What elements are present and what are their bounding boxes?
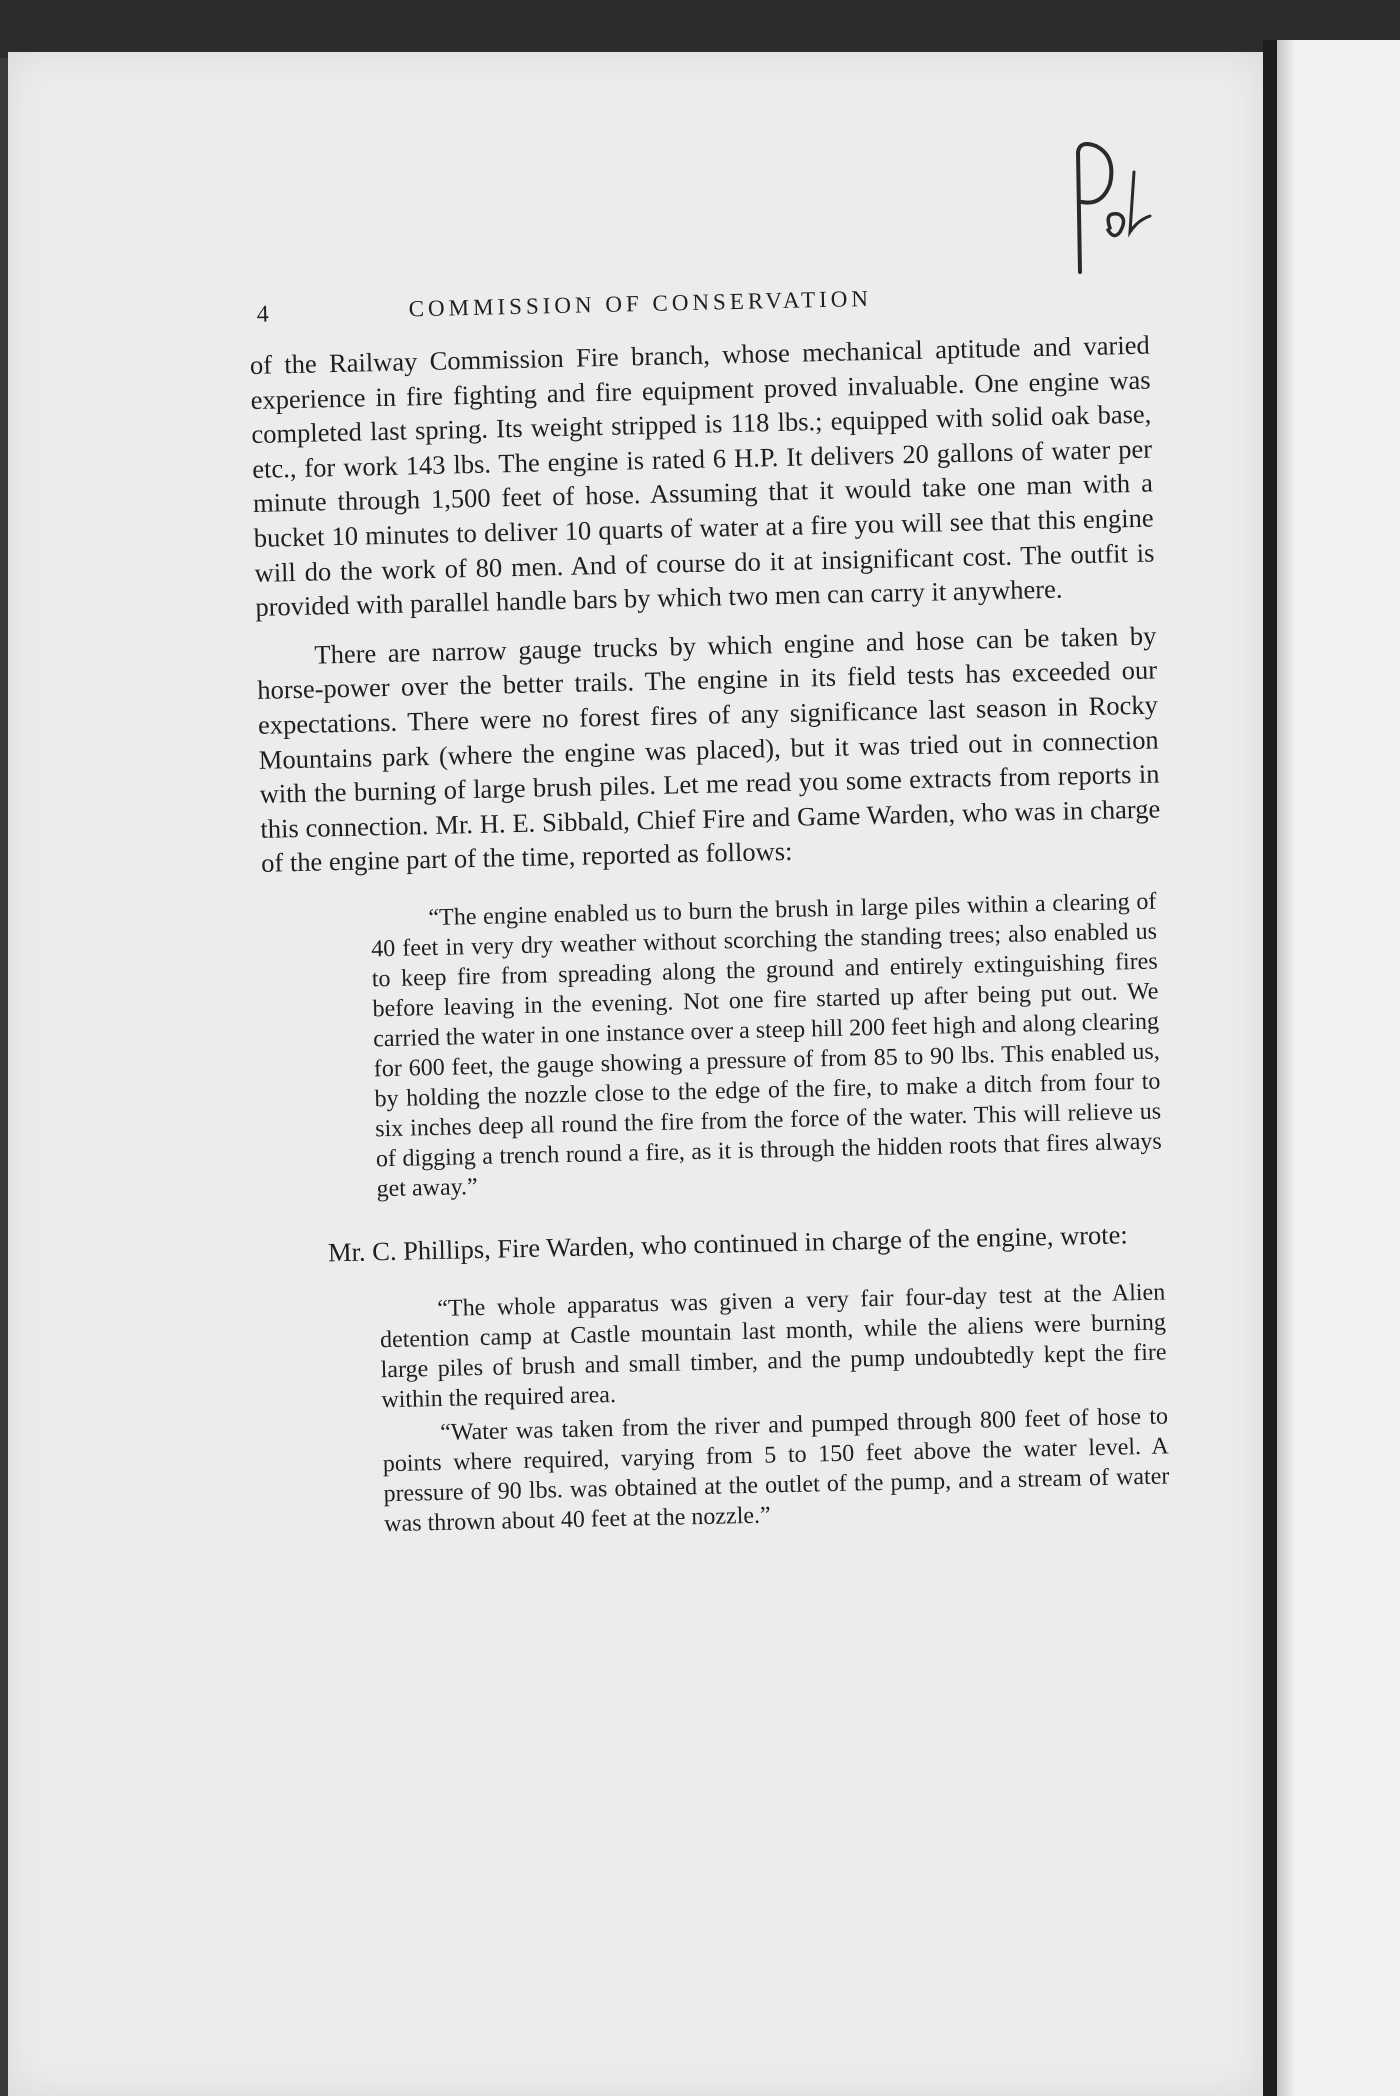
- quote-phillips-water: “Water was taken from the river and pumped through 800 feet of hose to points where required, varying from 5 to 150 feet above the water level. A pressure of 90 lbs. was obtained at the outlet of the pump, and a stream of water was thrown about 40 feet at the nozzle.”: [382, 1402, 1170, 1537]
- page-content: [248, 262, 1176, 1546]
- running-head-title: COMMISSION OF CONSERVATION: [408, 285, 873, 322]
- running-head: [248, 262, 1149, 332]
- handwritten-annotation-mark: [1058, 132, 1178, 282]
- document-page: [8, 52, 1263, 2096]
- paragraph-continuation: of the Railway Commission Fire branch, whose mechanical aptitude and varied experience in fire fighting and fire equipment proved invaluable. One engine was completed last spring. Its weight stripped is 118 lbs.; equipped with solid oak base, etc., for work 143 lbs. The engine is rated 6 H.P. It delivers 20 gallons of water per minute through 1,500 feet of hose. Assuming that it would take one man with a bucket 10 minutes to deliver 10 quarts of water at a fire you will see that this engine will do the work of 80 men. And of course do it at insignificant cost. The outfit is provided with parallel handle bars by which two men can carry it anywhere.: [249, 329, 1155, 623]
- adjacent-page-sliver: [1277, 40, 1400, 2096]
- book-gutter-edge: [1263, 40, 1277, 2096]
- page-number: 4: [256, 301, 270, 328]
- paragraph-phillips-intro: Mr. C. Phillips, Fire Warden, who continued in charge of the engine, wrote:: [327, 1219, 1129, 1268]
- quote-sibbald-report: “The engine enabled us to burn the brush in large piles within a clearing of 40 feet in very dry weather without scorching the standing trees; also enabled us to keep fire from spreading along the ground and entirely extinguishing fires before leaving in the evening. Not one fire started up after being put out. We carried the water in one instance over a steep hill 200 feet high and along clearing for 600 feet, the gauge showing a pressure of from 85 to 90 lbs. This enabled us, by holding the nozzle close to the edge of the fire, to make a ditch from four to six inches deep all round the fire from the force of the water. This will relieve us of digging a trench round a fire, as it is through the hidden roots that fires always get away.”: [370, 888, 1163, 1203]
- paragraph-narrow-gauge-trucks: There are narrow gauge trucks by which engine and hose can be taken by horse-power over the better trails. The engine in its field tests has exceeded our expectations. There were no forest fires of any significance last season in Rocky Mountains park (where the engine was placed), but it was tried out in connection with the burning of large brush piles. Let me read you some extracts from reports in this connection. Mr. H. E. Sibbald, Chief Fire and Game Warden, who was in charge of the engine part of the time, reported as follows:: [256, 620, 1161, 879]
- quote-phillips-test: “The whole apparatus was given a very fair four-day test at the Alien detention camp at Castle mountain last month, while the aliens were burning large piles of brush and small timber, and the pump undoubtedly kept the fire within the required area.: [379, 1278, 1167, 1413]
- scan-background-top: [0, 0, 1400, 58]
- gutter-shadow: [1277, 40, 1295, 2096]
